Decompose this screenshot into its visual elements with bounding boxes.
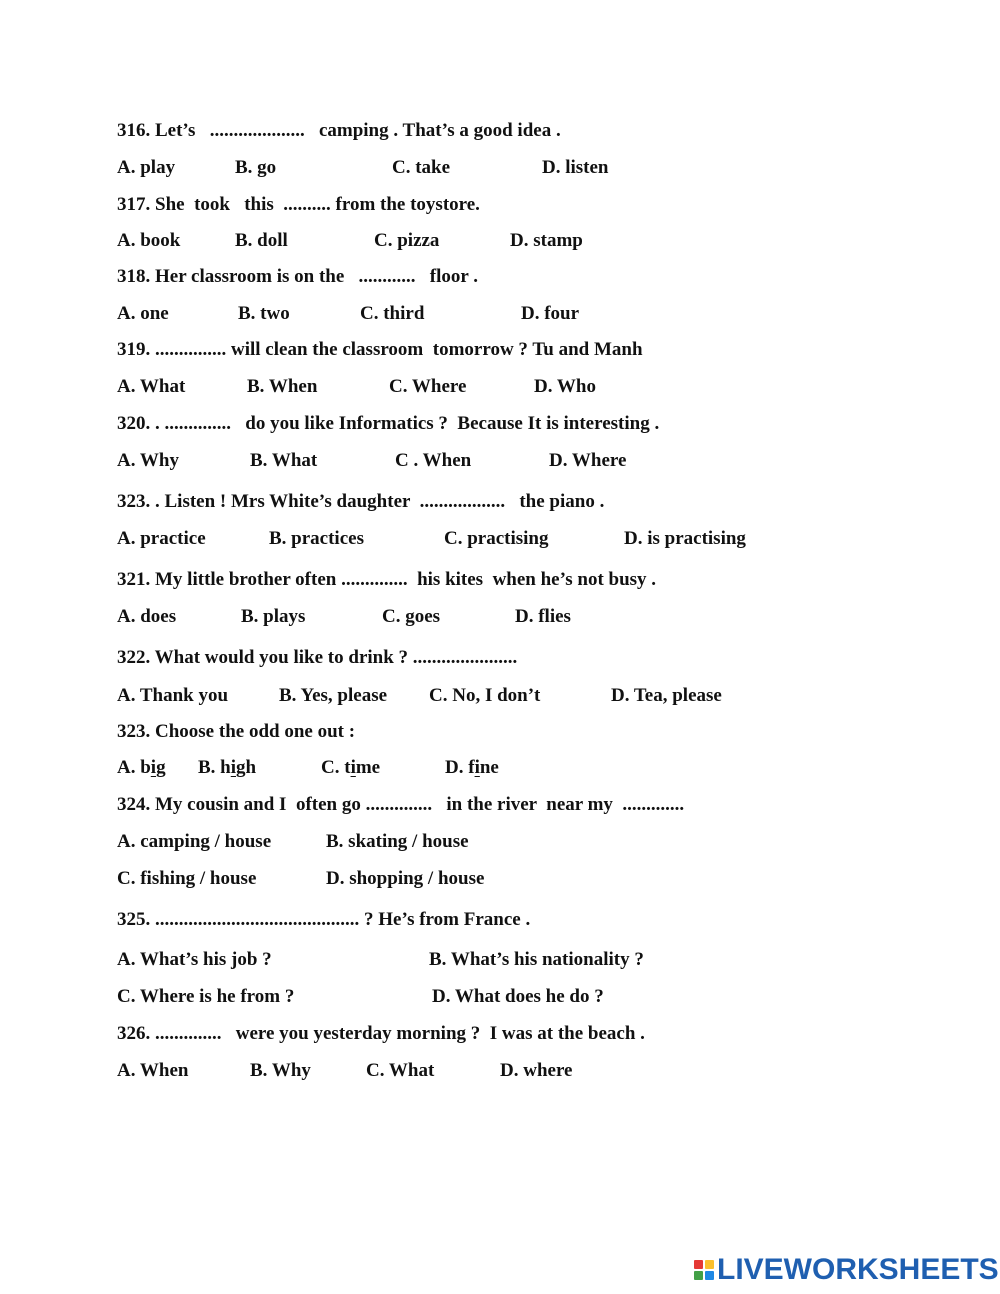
option-c[interactable]: C. pizza [374,230,440,251]
option-d[interactable]: D. flies [515,606,571,627]
option-b[interactable]: B. What’s his nationality ? [429,949,644,970]
option-a[interactable]: A. Thank you [117,685,229,706]
logo-text: LIVEWORKSHEETS [717,1253,999,1286]
question-322: 322. What would you like to drink ? ...................... [117,647,518,668]
option-a[interactable]: A. one [117,303,169,324]
option-a[interactable]: A. book [117,230,181,251]
question-316: 316. Let’s .................... camping . That’s a good idea . [117,120,561,141]
option-b[interactable]: B. When [247,376,318,397]
question-319: 319. ............... will clean the classroom tomorrow ? Tu and Manh [117,339,643,360]
question-320: 320. . .............. do you like Informatics ? Because It is interesting . [117,413,660,434]
options-325-row2 [117,985,604,1009]
option-b[interactable]: B. doll [235,230,288,251]
option-c[interactable]: C. What [366,1060,435,1081]
option-c[interactable]: C. time [321,757,381,778]
option-d[interactable]: D. four [521,303,580,324]
question-318: 318. Her classroom is on the ............ floor . [117,266,478,287]
option-a[interactable]: A. camping / house [117,831,272,852]
option-d[interactable]: D. is practising [624,528,746,549]
options-324-row2 [117,867,485,891]
options-324-row1 [117,830,469,854]
option-d[interactable]: D. listen [542,157,609,178]
options-320 [117,449,627,473]
option-d[interactable]: D. Tea, please [611,685,722,706]
option-c[interactable]: C. Where is he from ? [117,986,295,1007]
question-323-listen: 323. . Listen ! Mrs White’s daughter .................. the piano . [117,491,605,512]
option-a[interactable]: A. What’s his job ? [117,949,272,970]
liveworksheets-logo[interactable] [694,1254,999,1286]
option-d[interactable]: D. shopping / house [326,868,485,889]
options-323-odd-one-out [117,756,499,780]
option-c[interactable]: C. take [392,157,451,178]
option-c[interactable]: C. Where [389,376,467,397]
option-a[interactable]: A. What [117,376,186,397]
question-321: 321. My little brother often .............. his kites when he’s not busy . [117,569,657,590]
option-a[interactable]: A. does [117,606,177,627]
option-c[interactable]: C. third [360,303,425,324]
question-325: 325. ........................................... ? He’s from France . [117,909,531,930]
options-323-listen [117,527,746,551]
logo-mark-icon [694,1260,714,1280]
option-a[interactable]: A. big [117,757,166,778]
option-a[interactable]: A. practice [117,528,206,549]
option-b[interactable]: B. practices [269,528,364,549]
options-318 [117,302,580,326]
option-a[interactable]: A. play [117,157,176,178]
option-d[interactable]: D. What does he do ? [432,986,604,1007]
option-d[interactable]: D. Where [549,450,627,471]
option-c[interactable]: C. practising [444,528,549,549]
option-b[interactable]: B. What [250,450,318,471]
options-326 [117,1059,573,1083]
option-b[interactable]: B. high [198,757,257,778]
option-b[interactable]: B. skating / house [326,831,469,852]
option-b[interactable]: B. two [238,303,290,324]
option-b[interactable]: B. plays [241,606,306,627]
options-319 [117,375,596,399]
option-d[interactable]: D. fine [445,757,499,778]
option-c[interactable]: C. goes [382,606,441,627]
option-c[interactable]: C. fishing / house [117,868,257,889]
options-325-row1 [117,948,644,972]
option-c[interactable]: C. No, I don’t [429,685,541,706]
question-324: 324. My cousin and I often go .............. in the river near my ............. [117,794,685,815]
question-317: 317. She took this .......... from the toystore. [117,194,480,215]
option-c[interactable]: C . When [395,450,472,471]
option-d[interactable]: D. stamp [510,230,583,251]
option-a[interactable]: A. When [117,1060,189,1081]
option-d[interactable]: D. Who [534,376,596,397]
option-d[interactable]: D. where [500,1060,573,1081]
question-326: 326. .............. were you yesterday morning ? I was at the beach . [117,1023,645,1044]
options-316 [117,156,609,180]
options-322 [117,684,722,708]
question-323-odd-one-out: 323. Choose the odd one out : [117,721,356,742]
options-321 [117,605,571,629]
option-b[interactable]: B. Why [250,1060,311,1081]
option-b[interactable]: B. Yes, please [279,685,388,706]
option-a[interactable]: A. Why [117,450,179,471]
option-b[interactable]: B. go [235,157,277,178]
options-317 [117,229,583,253]
